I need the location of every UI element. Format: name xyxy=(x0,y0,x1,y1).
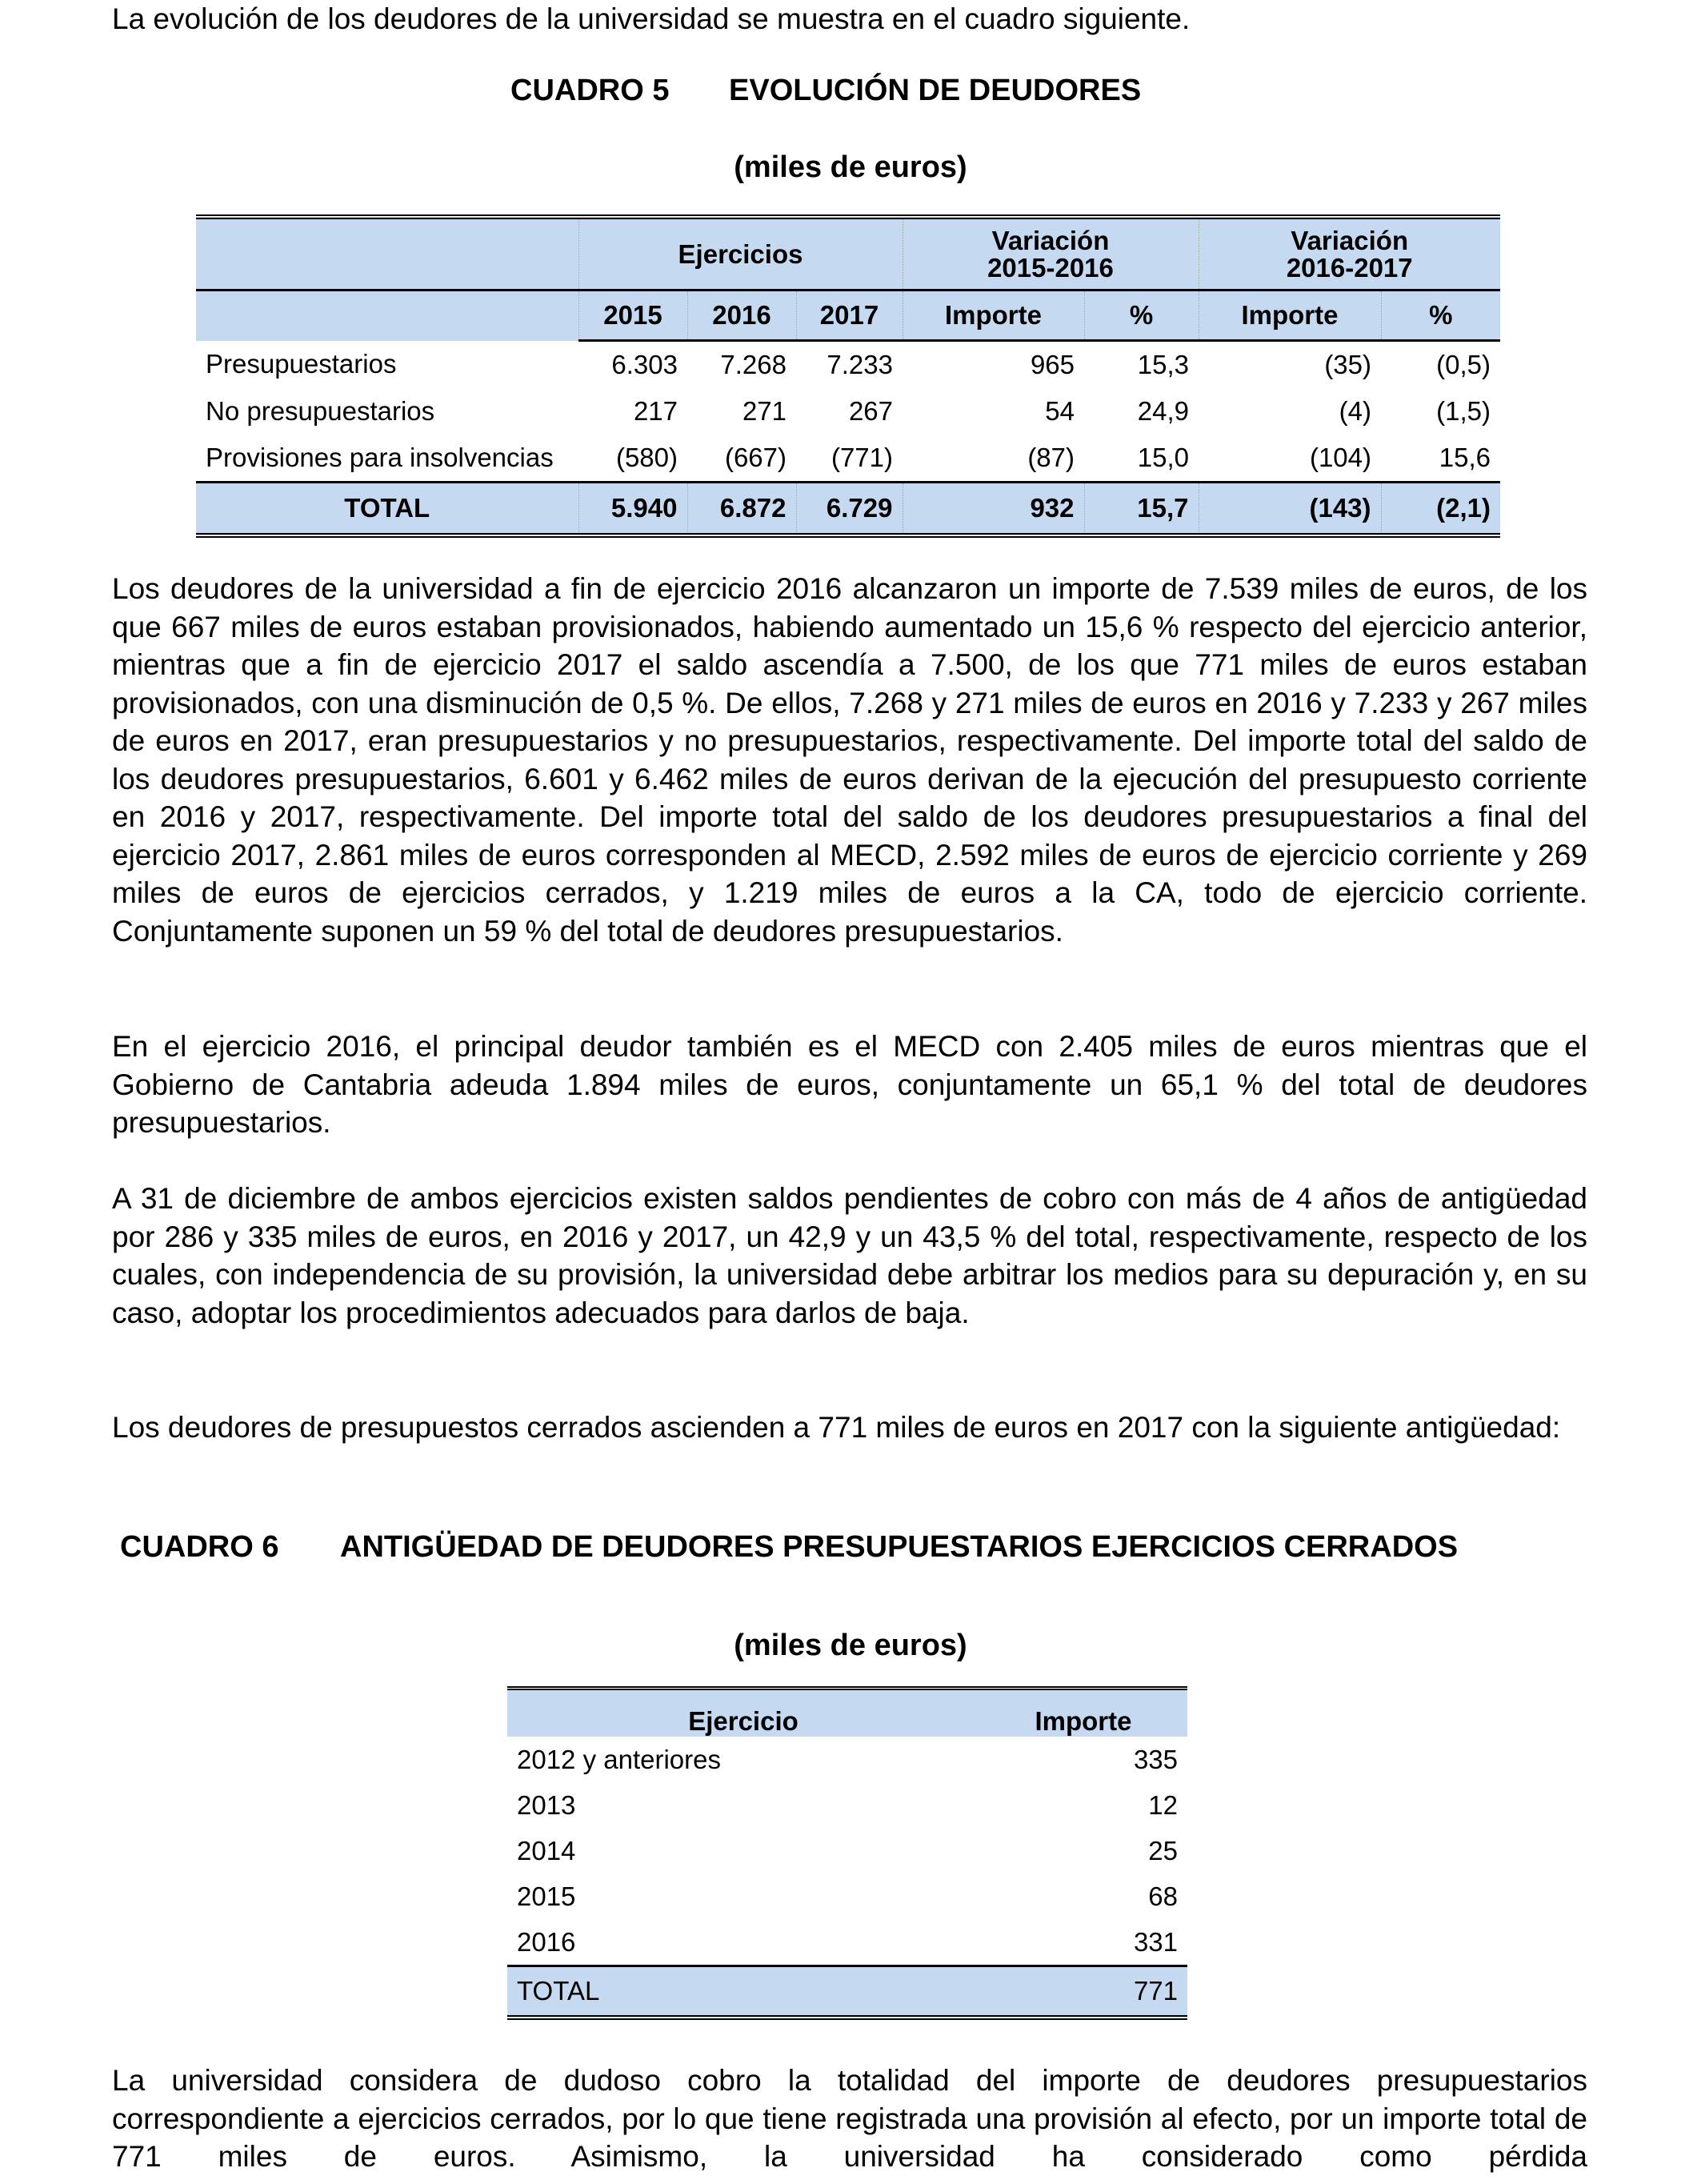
cuadro5-header-row-1 xyxy=(196,217,1500,291)
table-row xyxy=(196,388,1500,435)
cell: (580) xyxy=(615,443,678,472)
header-col: 2015 xyxy=(578,291,687,341)
total-row xyxy=(507,1966,1187,2018)
table-row xyxy=(196,435,1500,483)
row-label: 2016 xyxy=(517,1926,576,1957)
total-row xyxy=(196,483,1500,536)
header-col: 2017 xyxy=(796,291,903,341)
row-label: Provisiones para insolvencias xyxy=(206,443,554,472)
header-col: Importe xyxy=(1199,291,1381,341)
total-label: TOTAL xyxy=(196,483,578,536)
row-label: 2014 xyxy=(517,1835,576,1865)
cuadro5-title: EVOLUCIÓN DE DEUDORES xyxy=(729,74,1142,107)
row-label: 2015 xyxy=(517,1881,576,1911)
header-importe: Importe xyxy=(979,1689,1187,1737)
intro-paragraph: La evolución de los deudores de la universidad se muestra en el cuadro siguiente. xyxy=(112,2,1191,35)
cell: (1,5) xyxy=(1436,396,1491,426)
paragraph-3: A 31 de diciembre de ambos ejercicios existen saldos pendientes de cobro con más de 4 años de antigüedad por 286 y 335 miles de euros, en 2016 y 2017, un 42,9 y un 43,5 % del total, respectivamente, respecto de los cuales, con independencia de su provisión, la universidad debe arbitrar los medios para su depuración y, en su caso, adoptar los procedimientos adecuados para darlos de baja. xyxy=(112,1182,1587,1329)
cell: 6.303 xyxy=(611,350,678,379)
header-ejercicios: Ejercicios xyxy=(578,217,903,291)
total-cell: 6.872 xyxy=(687,483,796,536)
cell: 335 xyxy=(1133,1744,1178,1774)
header-blank-cell xyxy=(196,291,578,341)
table-row xyxy=(507,1873,1187,1919)
table-row xyxy=(507,1919,1187,1966)
header-ejercicio: Ejercicio xyxy=(507,1689,979,1737)
cuadro6-title: ANTIGÜEDAD DE DEUDORES PRESUPUESTARIOS EJERCICIOS CERRADOS xyxy=(340,1530,1459,1564)
cell: 25 xyxy=(1148,1835,1178,1865)
cell: (0,5) xyxy=(1436,350,1491,379)
cell: 12 xyxy=(1148,1789,1178,1820)
cell: 271 xyxy=(742,396,786,426)
cell: 15,6 xyxy=(1439,443,1491,472)
cell: 7.268 xyxy=(720,350,786,379)
cell: 331 xyxy=(1133,1926,1178,1957)
cell: 68 xyxy=(1148,1881,1178,1911)
paragraph-4: Los deudores de presupuestos cerrados ascienden a 771 miles de euros en 2017 con la siguiente antigüedad: xyxy=(112,1411,1561,1444)
row-label: Presupuestarios xyxy=(206,349,397,379)
table-row xyxy=(507,1782,1187,1828)
total-cell: 6.729 xyxy=(796,483,903,536)
cell: (35) xyxy=(1324,350,1371,379)
cell: 24,9 xyxy=(1137,396,1189,426)
header-variacion-2015-2016: Variación 2015-2016 xyxy=(903,217,1199,291)
cuadro6-number: CUADRO 6 xyxy=(120,1530,279,1564)
header-blank-cell xyxy=(196,217,578,291)
cell: (4) xyxy=(1339,396,1371,426)
paragraph-1: Los deudores de la universidad a fin de ejercicio 2016 alcanzaron un importe de 7.539 miles de euros, de los que 667 miles de euros estaban provisionados, habiendo aumentado un 15,6 % respecto del ejercicio anterior, mientras que a fin de ejercicio 2017 el saldo ascendía a 7.500, de los que 771 miles de euros estaban provisionados, con una disminución de 0,5 %. De ellos, 7.268 y 271 miles de euros en 2016 y 7.233 y 267 miles de euros en 2017, eran presupuestarios y no presupuestarios, respectivamente. Del importe total del saldo de los deudores presupuestarios, 6.601 y 6.462 miles de euros derivan de la ejecución del presupuesto corriente en 2016 y 2017, respectivamente. Del importe total del saldo de los deudores presupuestarios a final del ejercicio 2017, 2.861 miles de euros corresponden al MECD, 2.592 miles de euros de ejercicio corriente y 269 miles de euros de ejercicios cerrados, y 1.219 miles de euros a la CA, todo de ejercicio corriente. Conjuntamente suponen un 59 % del total de deudores presupuestarios. xyxy=(112,572,1587,948)
header-variacion-2016-2017: Variación 2016-2017 xyxy=(1199,217,1500,291)
cell: 7.233 xyxy=(826,350,893,379)
header-col: % xyxy=(1084,291,1199,341)
cuadro6-header-row xyxy=(507,1689,1187,1737)
cell: 54 xyxy=(1045,396,1075,426)
table-row xyxy=(507,1828,1187,1873)
cuadro5-header-row-2 xyxy=(196,291,1500,341)
total-label: TOTAL xyxy=(507,1966,979,2018)
cell: (667) xyxy=(724,443,786,472)
cuadro6-units: (miles de euros) xyxy=(734,1629,967,1662)
cell: 267 xyxy=(848,396,893,426)
cuadro5-number: CUADRO 5 xyxy=(510,74,670,107)
row-label: 2013 xyxy=(517,1789,576,1820)
row-label: No presupuestarios xyxy=(206,396,435,426)
total-cell: 771 xyxy=(979,1966,1187,2018)
header-col: % xyxy=(1381,291,1500,341)
cuadro5-units: (miles de euros) xyxy=(734,150,967,184)
cell: 15,3 xyxy=(1137,350,1189,379)
total-cell: (2,1) xyxy=(1381,483,1500,536)
paragraph-2: En el ejercicio 2016, el principal deudor también es el MECD con 2.405 miles de euros mientras que el Gobierno de Cantabria adeuda 1.894 miles de euros, conjuntamente un 65,1 % del total de deudores presupuestarios. xyxy=(112,1030,1587,1139)
row-label: 2012 y anteriores xyxy=(517,1744,721,1774)
cell: 217 xyxy=(633,396,678,426)
total-cell: 15,7 xyxy=(1084,483,1199,536)
total-cell: (143) xyxy=(1199,483,1381,536)
header-col: 2016 xyxy=(687,291,796,341)
cell: (87) xyxy=(1027,443,1075,472)
cell: 965 xyxy=(1030,350,1075,379)
cell: (104) xyxy=(1309,443,1371,472)
paragraph-5: La universidad considera de dudoso cobro la totalidad del importe de deudores presupuestarios correspondiente a ejercicios cerrados, por lo que tiene registrada una provisión al efecto, por un importe total de 771 miles de euros. Asimismo, la universidad ha considerado como pérdida xyxy=(112,2064,1587,2173)
table-row xyxy=(507,1737,1187,1782)
header-col: Importe xyxy=(903,291,1084,341)
cuadro6-table xyxy=(507,1686,1187,2020)
total-cell: 932 xyxy=(903,483,1084,536)
cuadro5-table xyxy=(196,214,1500,538)
cell: 15,0 xyxy=(1137,443,1189,472)
cell: (771) xyxy=(830,443,893,472)
table-row xyxy=(196,341,1500,389)
total-cell: 5.940 xyxy=(578,483,687,536)
